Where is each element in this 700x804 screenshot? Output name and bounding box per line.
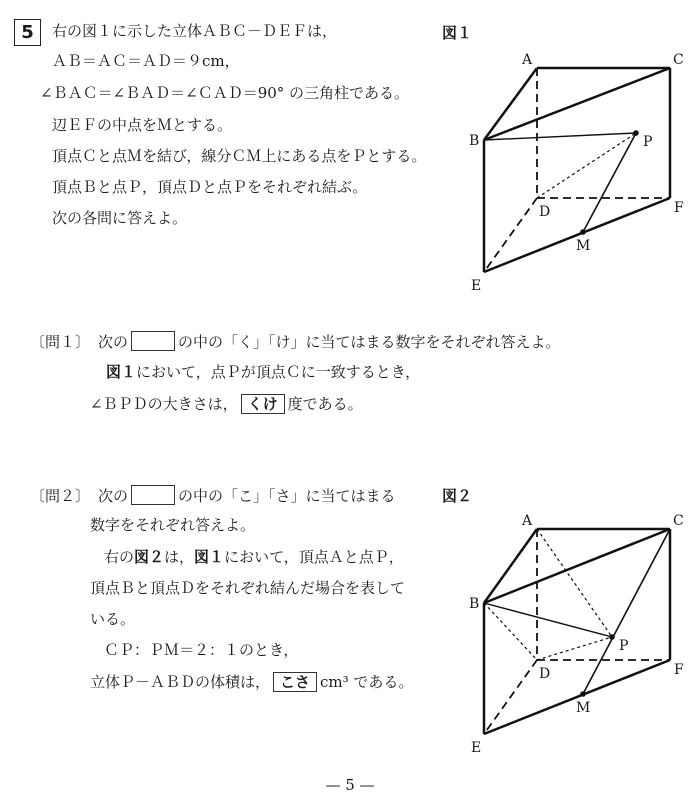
q2-line-6: ＣＰ：ＰＭ＝２：１のとき，: [104, 641, 299, 659]
label-E: E: [471, 740, 482, 756]
q1-answer-box: くけ: [241, 394, 285, 414]
label-F: F: [674, 200, 684, 216]
intro-line-3: ∠ＢＡＣ＝∠ＢＡＤ＝∠ＣＡＤ＝90° の三角柱である。: [40, 84, 410, 102]
label-A: A: [522, 513, 533, 529]
edge-EF: [484, 198, 670, 272]
point-P: [609, 634, 615, 640]
intro-line-4: 辺ＥＦの中点をＭとする。: [52, 116, 233, 134]
figure1-title: 図１: [442, 24, 473, 42]
point-P: [633, 130, 639, 136]
q1-blank-box: [131, 331, 175, 351]
label-E: E: [471, 278, 482, 294]
problem-number: 5: [14, 19, 41, 46]
segment-PM: [583, 133, 636, 232]
segment-DP: [537, 637, 612, 660]
q1-line-3: ∠ＢＰＤの大きさは， くけ 度である。: [90, 395, 363, 413]
q2-line-7: 立体Ｐ－ＡＢＤの体積は， こさ cm³ である。: [90, 673, 414, 691]
q2-line-3: 右の図２は，図１において，頂点Ａと点Ｐ，: [104, 548, 404, 566]
intro-line-5: 頂点Ｃと点Ｍを結び，線分ＣＭ上にある点をＰとする。: [52, 147, 427, 165]
q2-line-2: 数字をそれぞれ答えよ。: [90, 516, 256, 534]
point-M: [580, 691, 586, 697]
q2-blank-box: [131, 485, 175, 505]
intro-line-7: 次の各問に答えよ。: [52, 209, 188, 227]
q2-answer-box: こさ: [273, 672, 317, 692]
label-D: D: [539, 204, 551, 220]
q2-line-4: 頂点Ｂと頂点Ｄをそれぞれ結んだ場合を表して: [90, 579, 406, 597]
figure1-prism-diagram: [455, 40, 695, 300]
intro-line-2: ＡＢ＝ＡＣ＝ＡＤ＝９cm，: [52, 52, 240, 70]
page-number: — 5 —: [325, 776, 375, 794]
q2-line-1: 〔問２〕 次の の中の「こ」「さ」に当てはまる: [30, 487, 396, 505]
q1-fig-ref: 図１: [106, 363, 137, 381]
edge-EF: [484, 660, 670, 734]
figure2-title: 図２: [442, 487, 473, 505]
segment-CM: [583, 529, 670, 694]
label-C: C: [673, 513, 684, 529]
q1-line-1: 〔問１〕 次の の中の「く」「け」に当てはまる数字をそれぞれ答えよ。: [30, 333, 561, 351]
label-P: P: [619, 638, 629, 654]
segment-AP: [537, 529, 612, 637]
segment-BP: [484, 133, 636, 140]
label-P: P: [643, 134, 653, 150]
label-F: F: [674, 662, 684, 678]
q2-line-5: いる。: [90, 610, 136, 628]
point-M: [580, 229, 586, 235]
label-B: B: [469, 596, 480, 612]
label-B: B: [469, 133, 480, 149]
figure2-prism-diagram: [455, 505, 695, 765]
segment-BP: [484, 603, 612, 637]
q1-label: 〔問１〕: [30, 333, 91, 351]
label-C: C: [673, 52, 684, 68]
segment-DP: [537, 133, 636, 198]
intro-line-6: 頂点Ｂと点Ｐ，頂点Ｄと点Ｐをそれぞれ結ぶ。: [52, 178, 368, 196]
label-A: A: [522, 52, 533, 68]
intro-line-1: 右の図１に示した立体ＡＢＣ－ＤＥＦは，: [52, 22, 338, 40]
label-D: D: [539, 666, 551, 682]
q2-label: 〔問２〕: [30, 487, 91, 505]
q1-line-2: 図１において，点Ｐが頂点Ｃに一致するとき，: [106, 363, 421, 381]
segment-BD: [484, 603, 537, 660]
label-M: M: [576, 238, 591, 254]
label-M: M: [576, 700, 591, 716]
